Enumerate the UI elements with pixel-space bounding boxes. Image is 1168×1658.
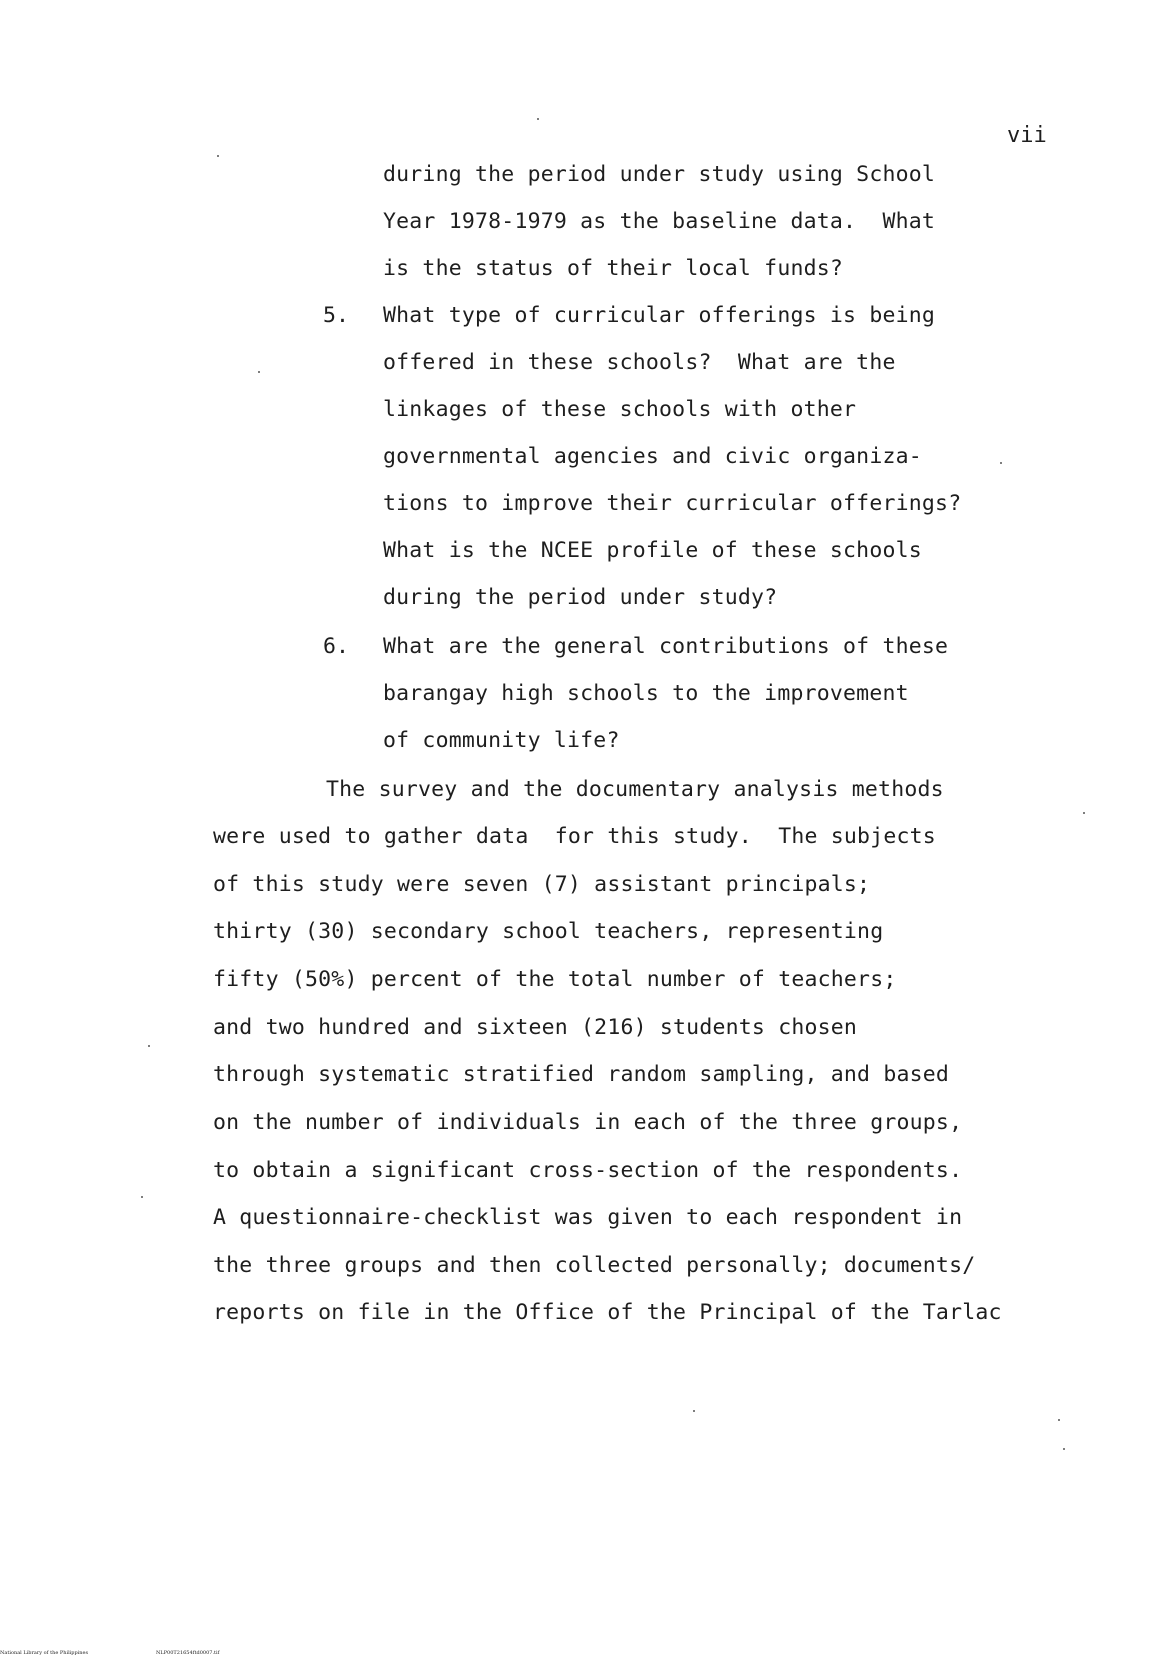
text-line: linkages of these schools with other xyxy=(383,397,857,422)
paragraph-line: through systematic stratified random sampling, and based xyxy=(213,1062,950,1087)
paragraph-line: were used to gather data for this study. The subjects xyxy=(213,824,936,849)
paragraph-line: reports on file in the Office of the Principal of the Tarlac xyxy=(213,1300,1002,1325)
paragraph-line: on the number of individuals in each of the three groups, xyxy=(213,1110,963,1135)
scan-speck xyxy=(1063,1448,1065,1450)
paragraph-line: fifty (50%) percent of the total number of teachers; xyxy=(213,967,897,992)
footer-file-name: NLP00T21654ftd0007.tif xyxy=(156,1650,220,1656)
text-line: governmental agencies and civic organiza- xyxy=(383,444,922,469)
paragraph-line: to obtain a significant cross-section of the respondents. xyxy=(213,1158,963,1183)
paragraph-line: thirty (30) secondary school teachers, representing xyxy=(213,919,884,944)
text-line: is the status of their local funds? xyxy=(383,256,844,281)
footer-library-label: National Library of the Philippines xyxy=(0,1650,89,1656)
text-line: barangay high schools to the improvement xyxy=(383,681,909,706)
scan-speck xyxy=(1083,812,1085,814)
scan-speck xyxy=(148,1045,150,1047)
paragraph-line: and two hundred and sixteen (216) students chosen xyxy=(213,1015,858,1040)
scan-speck xyxy=(693,1410,695,1412)
text-line: during the period under study? xyxy=(383,585,778,610)
text-line: of community life? xyxy=(383,728,620,753)
text-line: Year 1978-1979 as the baseline data. What xyxy=(383,209,936,234)
scan-speck xyxy=(217,155,219,157)
scan-speck xyxy=(1000,462,1002,464)
text-line: offered in these schools? What are the xyxy=(383,350,896,375)
paragraph-line: A questionnaire-checklist was given to each respondent in xyxy=(213,1205,963,1230)
scan-speck xyxy=(537,118,539,120)
page-number: vii xyxy=(1007,123,1047,148)
item-number: 6. xyxy=(323,634,349,659)
text-line: What type of curricular offerings is being xyxy=(383,303,936,328)
paragraph-line: The survey and the documentary analysis methods xyxy=(326,777,944,802)
item-number: 5. xyxy=(323,303,349,328)
paragraph-line: of this study were seven (7) assistant principals; xyxy=(213,872,871,897)
text-line: tions to improve their curricular offerings? xyxy=(383,491,962,516)
text-line: What is the NCEE profile of these schools xyxy=(383,538,922,563)
text-line: What are the general contributions of these xyxy=(383,634,949,659)
text-line: during the period under study using School xyxy=(383,162,936,187)
scan-speck xyxy=(1058,1419,1060,1421)
scan-speck xyxy=(258,371,260,373)
scan-speck xyxy=(141,1196,143,1198)
paragraph-line: the three groups and then collected personally; documents/ xyxy=(213,1253,976,1278)
